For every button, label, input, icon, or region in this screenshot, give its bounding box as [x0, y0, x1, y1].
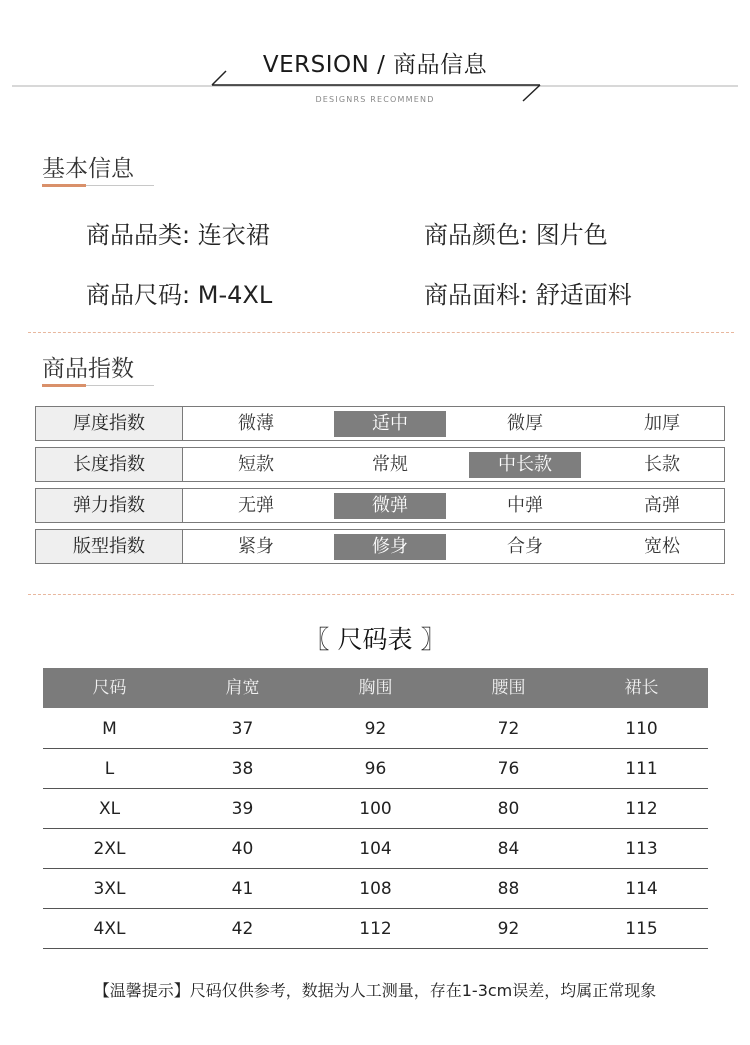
size-header-cell: 腰围 — [491, 678, 526, 698]
table-cell: 84 — [497, 839, 520, 859]
index-option: 高弹 — [644, 495, 680, 516]
size-header-cell: 胸围 — [358, 678, 393, 698]
table-cell: 113 — [625, 839, 658, 859]
index-option: 长款 — [644, 454, 680, 475]
size-header-cell: 尺码 — [92, 678, 127, 698]
index-option: 微薄 — [238, 413, 274, 434]
size-tip: 【温馨提示】尺码仅供参考，数据为人工测量，存在1-3cm误差，均属正常现象 — [93, 981, 657, 1000]
table-cell: 114 — [625, 879, 658, 899]
table-cell: 108 — [359, 879, 392, 899]
index-option: 常规 — [372, 454, 408, 475]
table-row — [43, 909, 708, 949]
index-row-label: 弹力指数 — [36, 489, 183, 522]
index-option: 紧身 — [238, 536, 274, 557]
table-cell: 41 — [231, 879, 254, 899]
index-row-label: 长度指数 — [36, 448, 183, 481]
table-row — [43, 789, 708, 829]
table-cell: 2XL — [93, 839, 126, 859]
index-row-label: 版型指数 — [36, 530, 183, 563]
table-cell: 92 — [364, 719, 387, 739]
table-cell: 110 — [625, 719, 658, 739]
basic-info-heading: 基本信息 — [42, 156, 134, 182]
table-row — [43, 749, 708, 789]
table-cell: 42 — [231, 919, 254, 939]
info-size — [86, 275, 272, 310]
table-cell: 40 — [231, 839, 254, 859]
info-color-value: 图片色 — [535, 221, 608, 249]
table-cell: 104 — [359, 839, 392, 859]
header-title: VERSION / 商品信息 — [262, 52, 488, 78]
table-cell: 39 — [231, 799, 254, 819]
index-option: 合身 — [507, 536, 543, 557]
table-cell: M — [102, 719, 117, 739]
table-cell: 100 — [359, 799, 392, 819]
table-row — [43, 829, 708, 869]
header-subtitle: DESIGNRS RECOMMEND — [315, 95, 435, 104]
table-cell: 37 — [231, 719, 254, 739]
table-cell: 38 — [231, 759, 254, 779]
info-size-value: M-4XL — [197, 281, 273, 309]
index-option: 加厚 — [644, 413, 680, 434]
table-cell: L — [104, 759, 115, 779]
table-cell: 4XL — [93, 919, 126, 939]
index-option-selected: 中长款 — [469, 452, 581, 478]
size-table-header — [43, 668, 708, 708]
basic-info-accent — [42, 184, 86, 187]
index-option-selected: 适中 — [334, 411, 446, 437]
index-option: 宽松 — [644, 536, 680, 557]
table-cell: 88 — [497, 879, 520, 899]
table-cell: 111 — [625, 759, 658, 779]
index-option-selected: 修身 — [334, 534, 446, 560]
table-cell: 112 — [625, 799, 658, 819]
table-row — [43, 869, 708, 909]
table-cell: 96 — [364, 759, 387, 779]
info-category-value: 连衣裙 — [197, 221, 270, 249]
index-option: 微厚 — [507, 413, 543, 434]
index-option: 中弹 — [507, 495, 543, 516]
size-header-cell: 肩宽 — [225, 678, 260, 698]
info-category — [86, 215, 270, 250]
table-cell: 112 — [359, 919, 392, 939]
info-category-label: 商品品类: — [86, 221, 191, 249]
index-row-length — [35, 447, 725, 482]
info-fabric-label: 商品面料: — [424, 281, 529, 309]
size-header-cell: 裙长 — [624, 678, 659, 698]
divider — [28, 332, 734, 333]
size-table-title: 〖 尺码表 〗 — [304, 625, 446, 654]
index-row-elasticity — [35, 488, 725, 523]
index-row-label: 厚度指数 — [36, 407, 183, 440]
table-cell: 76 — [497, 759, 520, 779]
info-color-label: 商品颜色: — [424, 221, 529, 249]
table-cell: 92 — [497, 919, 520, 939]
index-row-fit — [35, 529, 725, 564]
table-cell: 80 — [497, 799, 520, 819]
info-size-label: 商品尺码: — [86, 281, 191, 309]
table-row — [43, 709, 708, 749]
info-color — [424, 215, 608, 250]
table-cell: 3XL — [93, 879, 126, 899]
product-index-heading: 商品指数 — [42, 356, 134, 382]
index-option-selected: 微弹 — [334, 493, 446, 519]
index-option: 无弹 — [238, 495, 274, 516]
info-fabric-value: 舒适面料 — [535, 281, 632, 309]
table-cell: 72 — [497, 719, 520, 739]
product-index-accent — [42, 384, 86, 387]
divider — [28, 594, 734, 595]
table-cell: 115 — [625, 919, 658, 939]
info-fabric — [424, 275, 632, 310]
index-row-thickness — [35, 406, 725, 441]
index-option: 短款 — [238, 454, 274, 475]
table-cell: XL — [98, 799, 121, 819]
